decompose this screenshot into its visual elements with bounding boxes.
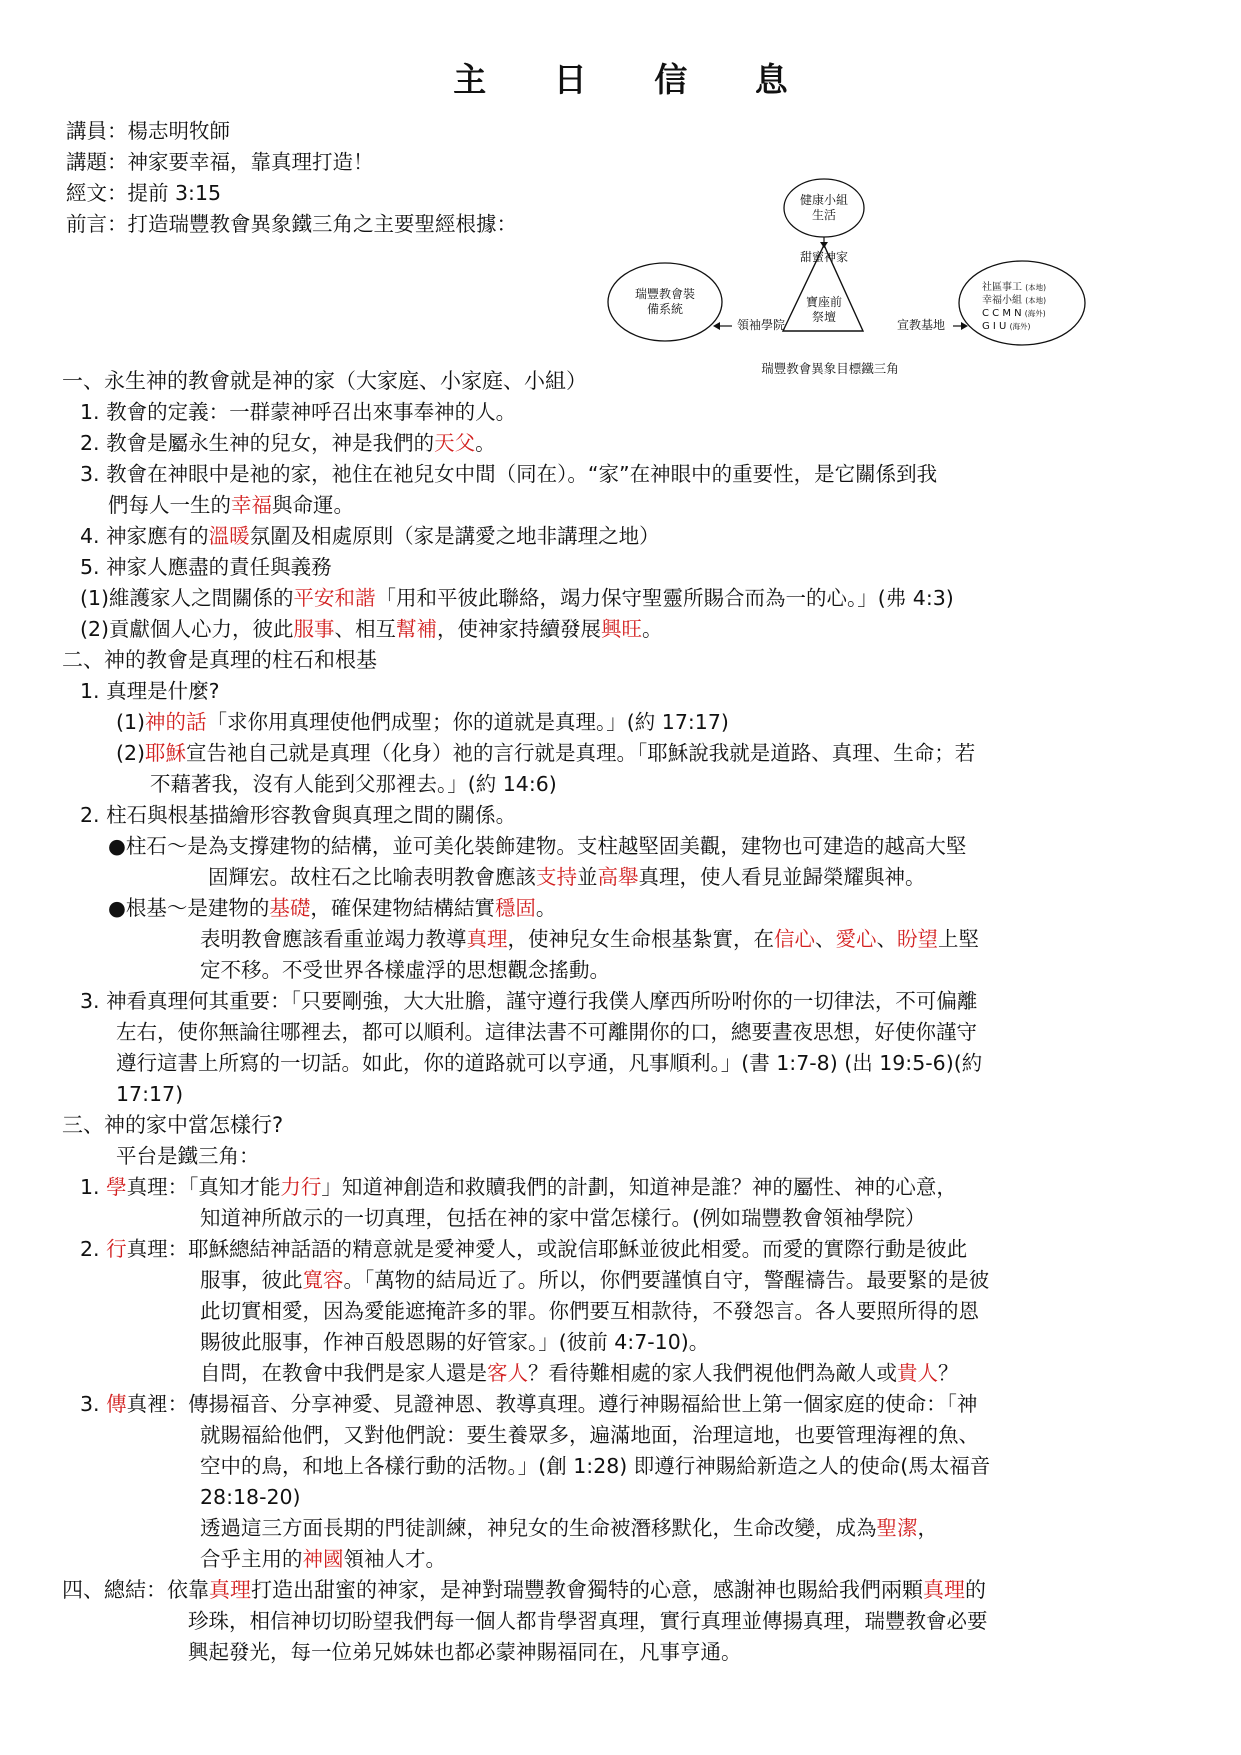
s3-item-2-cont: 服事，彼此寬容。「萬物的結局近了。所以，你們要謹慎自守，警醒禱告。最要緊的是彼 bbox=[200, 1268, 990, 1292]
triangle-label-line: 寶座前 bbox=[805, 295, 842, 309]
right-circle-item: 幸福小組 (本地) bbox=[982, 295, 1047, 306]
scripture-line: 經文：提前 3:15 bbox=[66, 181, 222, 205]
top-circle-label bbox=[784, 193, 864, 223]
diagram-caption: 瑞豐教會異象目標鐵三角 bbox=[761, 361, 899, 376]
s1-item-5: 5. 神家人應盡的責任與義務 bbox=[80, 555, 332, 579]
s1-point-1: (1)維護家人之間關係的平安和諧「用和平彼此聯絡，竭力保守聖靈所賜合而為一的心。」(弗 4:3) bbox=[80, 586, 954, 610]
topic-line: 講題：神家要幸福，靠真理打造！ bbox=[66, 150, 374, 174]
s2-bullet-pillar-cont: 固輝宏。故柱石之比喻表明教會應該支持並高舉真理，使人看見並歸榮耀與神。 bbox=[208, 865, 926, 889]
left-circle-label-line: 瑞豐教會裝 bbox=[634, 287, 695, 301]
s2-item-2: 2. 柱石與根基描繪形容教會與真理之間的關係。 bbox=[80, 803, 517, 827]
page-title: 主 日 信 息 bbox=[453, 60, 816, 99]
s2-item-3-cont: 左右，使你無論往哪裡去，都可以順利。這律法書不可離開你的口，總要晝夜思想，好使你謹守 bbox=[116, 1020, 977, 1044]
s1-item-3-cont: 們每人一生的幸福與命運。 bbox=[108, 493, 354, 517]
triangle-label bbox=[794, 295, 854, 325]
s2-bullet-foundation-cont: 表明教會應該看重並竭力教導真理，使神兒女生命根基紮實，在信心、愛心、盼望上堅 bbox=[200, 927, 979, 951]
s2-bullet-foundation: ●根基～是建物的基礎，確保建物結構結實穩固。 bbox=[108, 896, 557, 920]
section-4-summary-cont2: 興起發光，每一位弟兄姊妹也都必蒙神賜福同在，凡事亨通。 bbox=[188, 1640, 742, 1664]
s1-item-1: 1. 教會的定義：一群蒙神呼召出來事奉神的人。 bbox=[80, 400, 517, 424]
s2-point-2-cont: 不藉著我，沒有人能到父那裡去。」(約 14:6) bbox=[150, 772, 557, 796]
s3-item-3-cont2: 空中的鳥，和地上各樣行動的活物。」(創 1:28) 即遵行神賜給新造之人的使命(馬太福音 bbox=[200, 1454, 991, 1478]
section-4-summary-cont: 珍珠，相信神切切盼望我們每一個人都肯學習真理，實行真理並傳揚真理，瑞豐教會必要 bbox=[188, 1609, 988, 1633]
s3-item-1: 1. 學真理：「真知才能力行」知道神創造和救贖我們的計劃，知道神是誰？神的屬性、神的心意， bbox=[80, 1175, 957, 1199]
s3-item-2-cont3: 賜彼此服事，作神百般恩賜的好管家。」(彼前 4:7-10)。 bbox=[200, 1330, 710, 1354]
s2-item-3: 3. 神看真理何其重要：「只要剛強，大大壯膽，謹守遵行我僕人摩西所吩咐你的一切律法，不可偏離 bbox=[80, 989, 978, 1013]
s3-item-3-cont4: 透過這三方面長期的門徒訓練，神兒女的生命被潛移默化，生命改變，成為聖潔， bbox=[200, 1516, 938, 1540]
top-circle-label-line: 健康小組 bbox=[799, 193, 848, 207]
s2-bullet-pillar: ●柱石～是為支撐建物的結構，並可美化裝飾建物。支柱越堅固美觀，建物也可建造的越高大堅 bbox=[108, 834, 967, 858]
vision-triangle-diagram bbox=[600, 178, 1100, 383]
top-arrow-label: 甜蜜神家 bbox=[799, 250, 848, 264]
speaker-line: 講員：楊志明牧師 bbox=[66, 119, 230, 143]
s1-item-4: 4. 神家應有的溫暖氛圍及相處原則（家是講愛之地非講理之地） bbox=[80, 524, 660, 548]
s2-point-2: (2)耶穌宣告祂自己就是真理（化身）祂的言行就是真理。「耶穌說我就是道路、真理、生命；若 bbox=[116, 741, 976, 765]
left-arrow-label: 領袖學院 bbox=[737, 318, 786, 332]
s3-item-3-cont3: 28:18-20) bbox=[200, 1485, 301, 1509]
s2-item-3-cont2: 遵行這書上所寫的一切話。如此，你的道路就可以亨通，凡事順利。」(書 1:7-8) (出 19:5-6)(約 bbox=[116, 1051, 983, 1075]
right-arrow-label: 宣教基地 bbox=[897, 318, 946, 332]
triangle-label-line: 祭壇 bbox=[811, 310, 836, 324]
s2-bullet-foundation-cont2: 定不移。不受世界各樣虛浮的思想觀念搖動。 bbox=[200, 958, 610, 982]
s3-item-3-cont5: 合乎主用的神國領袖人才。 bbox=[200, 1547, 446, 1571]
right-circle-label bbox=[982, 281, 1046, 333]
s1-point-2: (2)貢獻個人心力，彼此服事、相互幫補，使神家持續發展興旺。 bbox=[80, 617, 663, 641]
s2-item-1: 1. 真理是什麼? bbox=[80, 679, 220, 703]
s3-item-2: 2. 行真理：耶穌總結神話語的精意就是愛神愛人，或說信耶穌並彼此相愛。而愛的實際行動是彼此 bbox=[80, 1237, 968, 1261]
s1-item-3: 3. 教會在神眼中是祂的家，祂住在祂兒女中間（同在）。“家”在神眼中的重要性，是它關係到我 bbox=[80, 462, 938, 486]
s1-item-2: 2. 教會是屬永生神的兒女，神是我們的天父。 bbox=[80, 431, 496, 455]
s3-item-2-cont2: 此切實相愛，因為愛能遮掩許多的罪。你們要互相款待，不發怨言。各人要照所得的恩 bbox=[200, 1299, 979, 1323]
section-4-summary: 四、總結：依靠真理打造出甜蜜的神家，是神對瑞豐教會獨特的心意，感謝神也賜給我們兩顆真理的 bbox=[62, 1578, 986, 1602]
s3-platform: 平台是鐵三角： bbox=[116, 1144, 260, 1168]
right-circle-item: G I U (海外) bbox=[982, 321, 1031, 332]
s2-item-3-cont3: 17:17) bbox=[116, 1082, 184, 1106]
left-circle-label bbox=[615, 287, 715, 317]
section-2-heading: 二、神的教會是真理的柱石和根基 bbox=[62, 648, 377, 672]
top-circle-label-line: 生活 bbox=[811, 208, 836, 222]
s3-item-3-cont: 就賜福給他們，又對他們說：要生養眾多，遍滿地面，治理這地，也要管理海裡的魚、 bbox=[200, 1423, 979, 1447]
right-circle-item: C C M N (海外) bbox=[982, 308, 1046, 319]
section-1-heading: 一、永生神的教會就是神的家（大家庭、小家庭、小組） bbox=[62, 369, 587, 393]
section-3-heading: 三、神的家中當怎樣行? bbox=[62, 1113, 284, 1137]
left-circle-label-line: 備系統 bbox=[646, 302, 683, 316]
s3-item-1-cont: 知道神所啟示的一切真理，包括在神的家中當怎樣行。(例如瑞豐教會領袖學院） bbox=[200, 1206, 926, 1230]
s3-item-2-question: 自問，在教會中我們是家人還是客人？看待難相處的家人我們視他們為敵人或貴人？ bbox=[200, 1361, 959, 1385]
preface-line: 前言：打造瑞豐教會異象鐵三角之主要聖經根據： bbox=[66, 212, 517, 236]
s2-point-1: (1)神的話「求你用真理使他們成聖；你的道就是真理。」(約 17:17) bbox=[116, 710, 729, 734]
s3-item-3: 3. 傳真裡：傳揚福音、分享神愛、見證神恩、教導真理。遵行神賜福給世上第一個家庭的使命：「神 bbox=[80, 1392, 978, 1416]
right-circle-item: 社區事工 (本地) bbox=[982, 282, 1047, 293]
